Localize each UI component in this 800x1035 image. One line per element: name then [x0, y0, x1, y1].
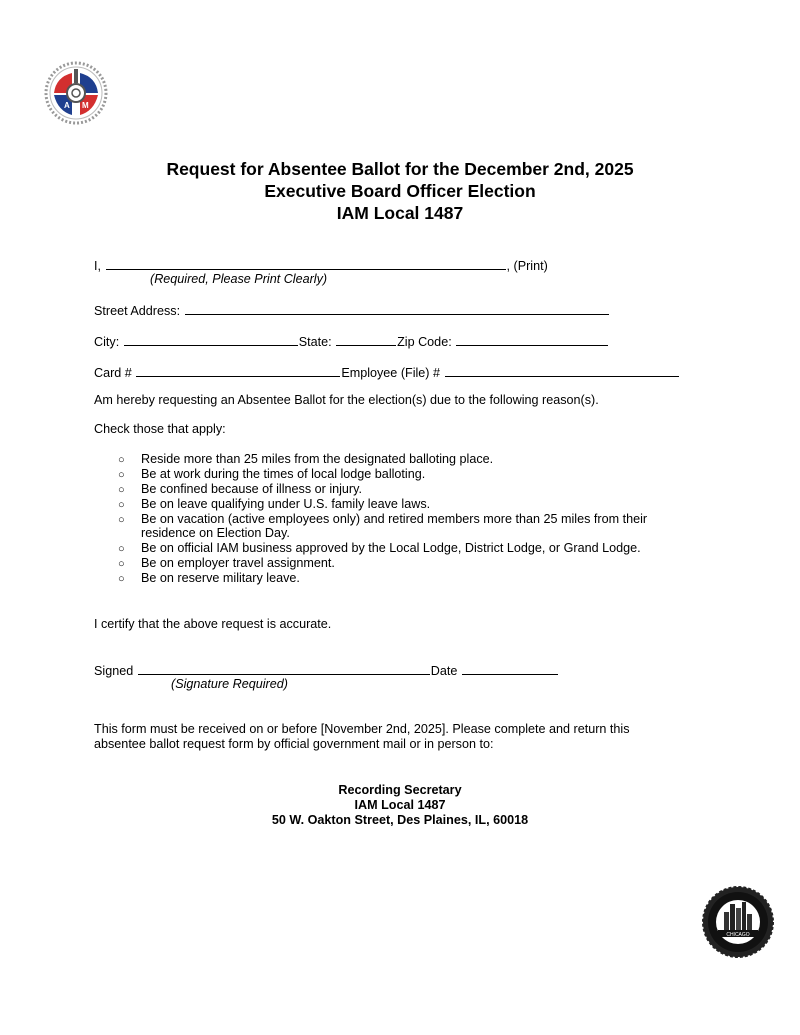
city-state-zip-row [94, 333, 609, 349]
name-row [94, 257, 548, 273]
reason-item: Be confined because of illness or injury. [141, 482, 362, 496]
state-field[interactable] [336, 333, 396, 346]
state-label: State: [298, 335, 332, 349]
zip-code-field[interactable] [456, 333, 608, 346]
reason-checkbox-6[interactable]: ○ [118, 543, 125, 555]
iam-gear-logo-icon [44, 61, 108, 125]
date-field[interactable] [462, 662, 558, 675]
card-label: Card # [94, 366, 132, 380]
reason-checkbox-8[interactable]: ○ [118, 573, 125, 585]
reason-checkbox-3[interactable]: ○ [118, 484, 125, 496]
signature-hint: (Signature Required) [171, 677, 288, 691]
reason-checkbox-2[interactable]: ○ [118, 469, 125, 481]
title-line-3: IAM Local 1487 [336, 203, 464, 223]
city-label: City: [94, 335, 120, 349]
check-text: Check those that apply: [94, 422, 226, 436]
city-field[interactable] [124, 333, 298, 346]
certify-text: I certify that the above request is accurate. [94, 617, 332, 631]
reason-item: Be on reserve military leave. [141, 571, 300, 585]
request-text: Am hereby requesting an Absentee Ballot for the election(s) due to the following reason(s). [94, 393, 599, 407]
street-row [94, 302, 610, 318]
date-label: Date [430, 664, 458, 678]
reason-checkbox-7[interactable]: ○ [118, 558, 125, 570]
name-field[interactable] [106, 257, 506, 270]
deadline-text-line-1: This form must be received on or before [November 2nd, 2025]. Please complete and return this [94, 722, 630, 736]
reason-checkbox-4[interactable]: ○ [118, 499, 125, 511]
reason-item: Be on official IAM business approved by the Local Lodge, District Lodge, or Grand Lodge. [141, 541, 641, 555]
mailing-address [0, 783, 800, 828]
reason-item: Be on employer travel assignment. [141, 556, 335, 570]
reason-item-continued: residence on Election Day. [141, 526, 290, 540]
page-title [0, 158, 800, 224]
name-suffix: , (Print) [506, 259, 548, 273]
address-line-3: 50 W. Oakton Street, Des Plaines, IL, 60018 [271, 813, 529, 827]
seal-text: CHICAGO [726, 932, 750, 938]
card-employee-row [94, 364, 680, 380]
reason-item: Be on vacation (active employees only) and retired members more than 25 miles from their [141, 512, 648, 526]
reason-item: Be on leave qualifying under U.S. family leave laws. [141, 497, 431, 511]
signature-field[interactable] [138, 662, 430, 675]
chicago-local-lodge-seal-icon [702, 886, 774, 958]
reason-item: Be at work during the times of local lodge balloting. [141, 467, 426, 481]
street-address-field[interactable] [185, 302, 609, 315]
card-number-field[interactable] [136, 364, 340, 377]
street-label: Street Address: [94, 304, 181, 318]
reason-checkbox-5[interactable]: ○ [118, 514, 125, 526]
reason-checkbox-1[interactable]: ○ [118, 454, 125, 466]
signature-row [94, 662, 559, 678]
svg-text:M: M [82, 101, 89, 110]
title-line-2: Executive Board Officer Election [264, 181, 536, 201]
svg-text:A: A [64, 101, 70, 110]
reason-item: Reside more than 25 miles from the designated balloting place. [141, 452, 494, 466]
title-line-1: Request for Absentee Ballot for the December 2nd, 2025 [166, 159, 634, 179]
zip-label: Zip Code: [397, 335, 452, 349]
address-line-2: IAM Local 1487 [354, 798, 446, 812]
deadline-text-line-2: absentee ballot request form by official government mail or in person to: [94, 737, 494, 751]
employee-label: Employee (File) # [341, 366, 440, 380]
signed-label: Signed [94, 664, 134, 678]
address-line-1: Recording Secretary [338, 783, 462, 797]
name-prefix: I, [94, 259, 101, 273]
employee-file-number-field[interactable] [445, 364, 679, 377]
name-hint: (Required, Please Print Clearly) [150, 272, 328, 286]
